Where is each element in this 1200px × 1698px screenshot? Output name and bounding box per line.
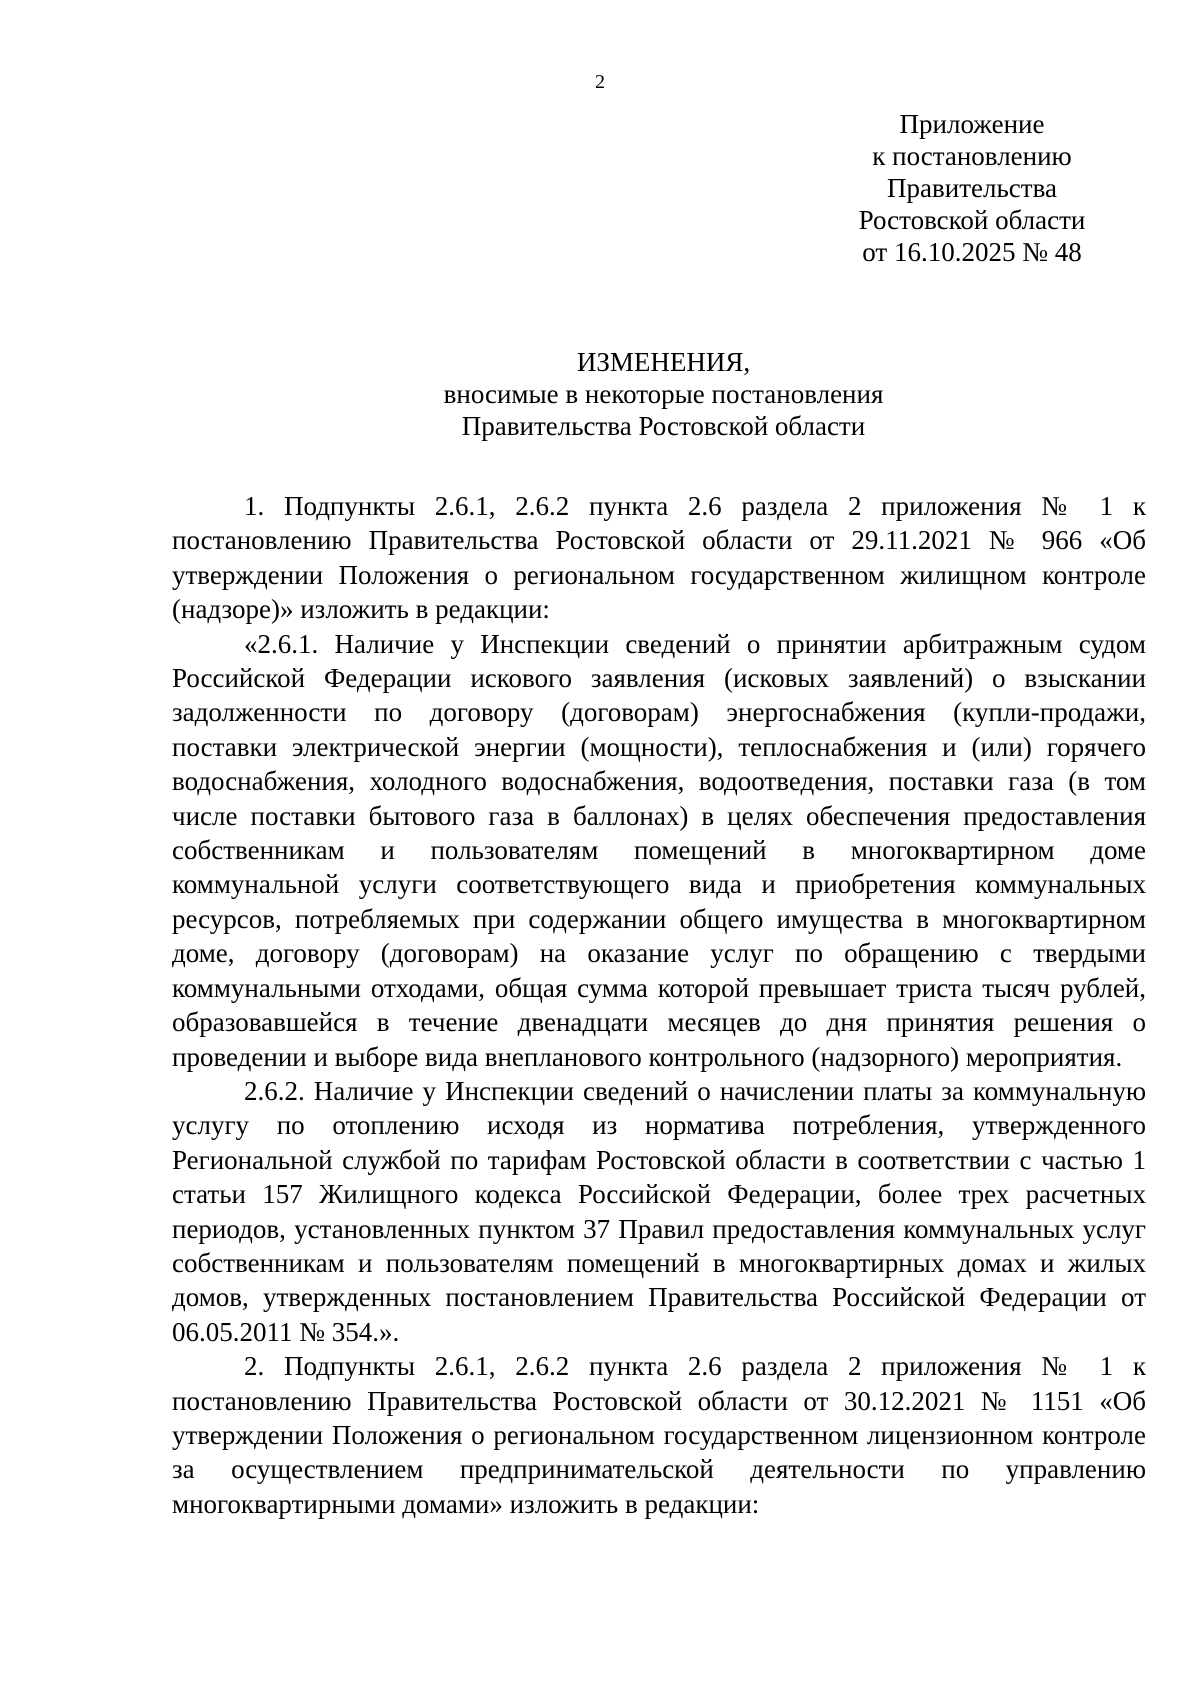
appendix-line: Приложение	[899, 109, 1045, 139]
appendix-line: Ростовской области	[858, 205, 1086, 235]
document-title	[0, 346, 1200, 442]
appendix-line: Правительства	[887, 173, 1057, 203]
page-number: 2	[595, 71, 605, 93]
appendix-line: от 16.10.2025 № 48	[862, 237, 1082, 267]
title-heading: ИЗМЕНЕНИЯ,	[576, 347, 751, 377]
appendix-reference	[770, 108, 1174, 268]
document-body	[172, 489, 1146, 1521]
paragraph: 2. Подпункты 2.6.1, 2.6.2 пункта 2.6 раздела 2 приложения № 1 к постановлению Правительства Ростовской области от 30.12.2021 № 1151 «Об утверждении Положения о региональном государственном лицензионном контроле за осуществлением предпринимательской деятельности по управлению многоквартирными домами» изложить в редакции:	[172, 1351, 1146, 1519]
title-subline: Правительства Ростовской области	[461, 411, 866, 441]
appendix-line: к постановлению	[872, 141, 1072, 171]
paragraph: «2.6.1. Наличие у Инспекции сведений о принятии арбитражным судом Российской Федерации искового заявления (исковых заявлений) о взыскании задолженности по договору (договорам) энергоснабжения (купли-продажи, поставки электрической энергии (мощности), теплоснабжения и (или) горячего водоснабжения, холодного водоснабжения, водоотведения, поставки газа (в том числе поставки бытового газа в баллонах) в целях обеспечения предоставления собственникам и пользователям помещений в многоквартирном доме коммунальной услуги соответствующего вида и приобретения коммунальных ресурсов, потребляемых при содержании общего имущества в многоквартирном доме, договору (договорам) на оказание услуг по обращению с твердыми коммунальными отходами, общая сумма которой превышает триста тысяч рублей, образовавшейся в течение двенадцати месяцев до дня принятия решения о проведении и выборе вида внепланового контрольного (надзорного) мероприятия.	[172, 628, 1146, 1072]
paragraph: 2.6.2. Наличие у Инспекции сведений о начислении платы за коммунальную услугу по отоплению исходя из норматива потребления, утвержденного Региональной службой по тарифам Ростовской области в соответствии с частью 1 статьи 157 Жилищного кодекса Российской Федерации, более трех расчетных периодов, установленных пунктом 37 Правил предоставления коммунальных услуг собственникам и пользователям помещений в многоквартирных домах и жилых домов, утвержденных постановлением Правительства Российской Федерации от 06.05.2011 № 354.».	[172, 1075, 1146, 1347]
paragraph: 1. Подпункты 2.6.1, 2.6.2 пункта 2.6 раздела 2 приложения № 1 к постановлению Правительства Ростовской области от 29.11.2021 № 966 «Об утверждении Положения о региональном государственном жилищном контроле (надзоре)» изложить в редакции:	[172, 491, 1146, 625]
title-subline: вносимые в некоторые постановления	[443, 379, 884, 409]
